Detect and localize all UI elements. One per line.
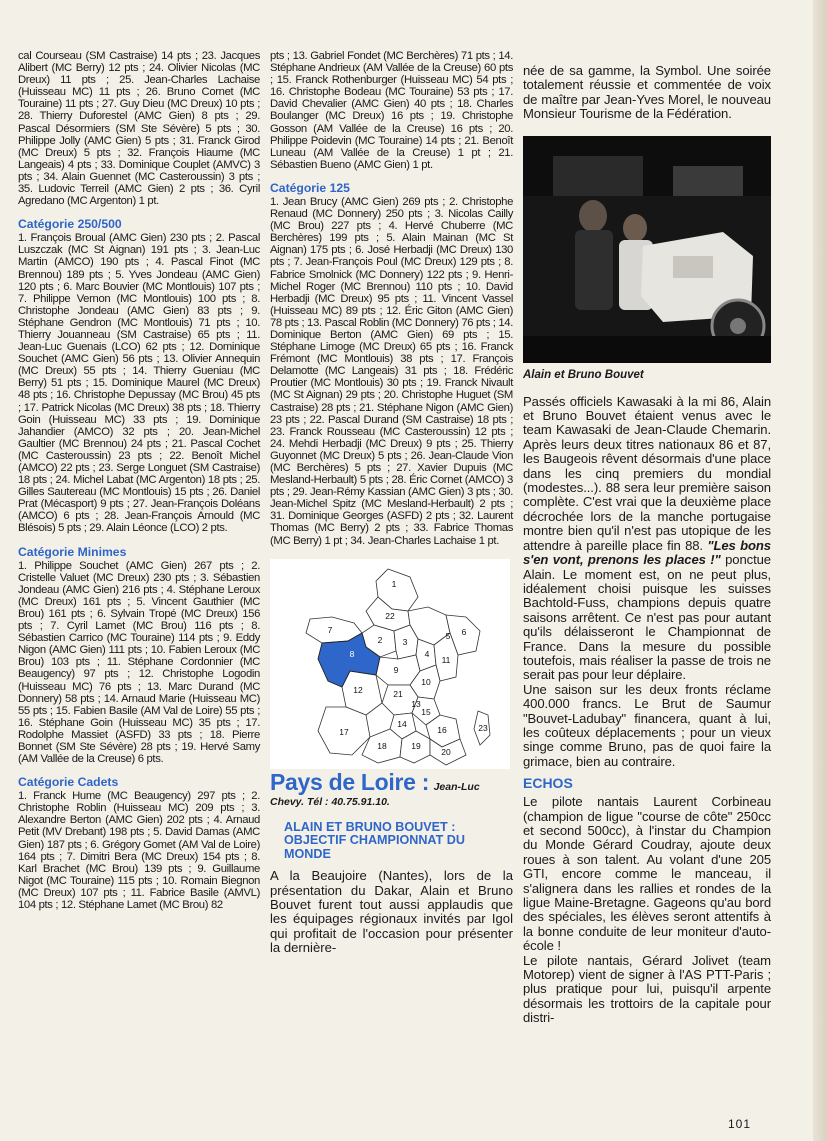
article-body-intro: A la Beaujoire (Nantes), lors de la présentation du Dakar, Alain et Bruno Bouvet furent tout aussi applaudis que les équipages régionaux invités par Igol qui profitait de l'occasion pour présenter la dernière- <box>270 868 513 955</box>
map-label: 20 <box>441 746 451 757</box>
map-label: 14 <box>397 718 407 729</box>
map-label: 1 <box>391 578 397 589</box>
photo-caption: Alain et Bruno Bouvet <box>523 368 644 381</box>
page-number: 101 <box>727 1117 751 1131</box>
article-paragraph-2: Une saison sur les deux fronts réclame 400.000 francs. Le Brut de Saumur "Bouvet-Ladubay" financera, quant à lui, les coûteux déplacements ; pour un vieux singe comme Bruno, pas de quoi faire la grimace, bien au contraire. <box>523 681 771 769</box>
region-heading <box>270 768 513 809</box>
column-3 <box>523 64 771 1026</box>
column-2 <box>270 50 513 955</box>
map-label: 4 <box>424 648 430 659</box>
region-contact: Jean-Luc Chevy. Tél : 40.75.91.10. <box>270 780 480 808</box>
map-label: 13 <box>411 698 421 709</box>
map-label: 16 <box>437 724 447 735</box>
section-title-250-500: Catégorie 250/500 <box>18 217 122 232</box>
results-continued-col2: pts ; 13. Gabriel Fondet (MC Berchères) 71 pts ; 14. Stéphane Andrieux (AM Vallée de la Creuse) 60 pts ; 15. Franck Rothenburger (Huisseau MC) 54 pts ; 16. Christophe Bodeau (MC Touraine) 53 pts ; 17. David Chevalier (AMC Gien) 40 pts ; 18. Charles Boulanger (MC Dreux) 16 pts ; 19. Christophe Gosson (AM Vallée de la Creuse) 16 pts ; 20. Philippe Poidevin (MC Touraine) 14 pts ; 21. Benoît Luneau (AM Vallée de la Creuse) 1 pt ; 21. Sébastien Bueno (AMC Gien) 1 pt. <box>270 50 513 171</box>
results-minimes: 1. Philippe Souchet (AMC Gien) 267 pts ; 2. Cristelle Valuet (MC Dreux) 230 pts ; 3. Sébastien Jondeau (AMC Gien) 216 pts ; 4. Stéphane Leroux (MC Dreux) 161 pts ; 5. Vincent Gauthier (MC Brou) 161 pts ; 6. Sylvain Tropé (MC Dreux) 156 pts ; 7. Cyril Lamet (MC Brou) 116 pts ; 8. Sébastien Carrico (MC Touraine) 114 pts ; 9. Eddy Nigon (AMC Gien) 111 pts ; 10. Fabien Leroux (MC Brou) 103 pts ; 11. Stéphane Cordonnier (MC Beaugency) 97 pts ; 12. Christophe Logodin (Huisseau MC) 76 pts ; 13. Marc Durand (MC Donnery) 58 pts ; 14. Arnaud Marie (Huisseau MC) 55 pts ; 15. Fabien Basile (AM Val de Loire) 55 pts ; 16. Stéphane Goin (Huisseau MC) 35 pts ; 17. Rodolphe Massiet (ASFD) 33 pts ; 18. Pierre Bonnet (SM Ste Sévère) 28 pts ; 19. Hervé Samy (AM Vallée de la Creuse) 6 pts. <box>18 559 260 766</box>
results-125: 1. Jean Brucy (AMC Gien) 269 pts ; 2. Christophe Renaud (MC Donnery) 250 pts ; 3. Nicolas Cailly (MC Brou) 227 pts ; 4. Hervé Chuberre (MC Berchères) 199 pts ; 5. Alain Mainan (MC St Aignan) 175 pts ; 6. José Herbadji (MC Dreux) 130 pts ; 7. Jean-François Poul (MC Dreux) 129 pts ; 8. Fabrice Smolnick (MC Donnery) 122 pts ; 9. Henri-Michel Roger (MC Brennou) 110 pts ; 10. David Herbadji (MC Dreux) 95 pts ; 11. Vincent Vassel (Huisseau MC) 89 pts ; 12. Éric Giton (AMC Gien) 78 pts ; 13. Pascal Roblin (MC Donnery) 76 pts ; 14. Dominique Berton (AMC Gien) 69 pts ; 15. Stéphane Limoge (MC Dreux) 65 pts ; 16. Franck Frémont (MC Montlouis) 38 pts ; 17. François Delamotte (MC Langeais) 31 pts ; 18. Frédéric Proutier (MC Montlouis) 30 pts ; 19. Franck Nivault (MC St Aignan) 29 pts ; 20. Christophe Huguet (SM Castraise) 28 pts ; 21. Stéphane Nigon (AMC Gien) 23 pts ; 22. Pascal Durand (SM Castraise) 18 pts ; 23. Franck Rousseau (MC Casteroussin) 12 pts ; 24. Mehdi Herbadji (MC Dreux) 9 pts ; 25. Thierry Guyonnet (MC Dreux) 5 pts ; 26. Jean-Claude Vion (MC Berchères) 5 pts ; 27. Xavier Dupuis (MC Mesland-Herbault) 5 pts ; 28. Éric Cornet (AMCO) 3 pts ; 29. Jean-Rémy Kassian (AMC Gien) 3 pts ; 30. Jean-Michel Spitz (MC Mesland-Herbault) 2 pts ; 31. Dominique Georges (ASFD) 2 pts ; 32. Laurent Thomas (MC Berry) 2 pts ; 33. Fabrice Thomas (MC Berry) 1 pt ; 34. Jean-Charles Lachaise 1 pt. <box>270 195 514 547</box>
map-label: 15 <box>421 706 431 717</box>
quote: "Les bons s'en vont, prenons les places !" <box>523 537 771 568</box>
results-continued: cal Courseau (SM Castraise) 14 pts ; 23. Jacques Alibert (MC Berry) 12 pts ; 24. Olivier Nicolas (MC Dreux) 11 pts ; 25. Jean-Charles Lachaise (Huisseau MC) 11 pts ; 26. Bruno Cornet (MC Touraine) 11 pts ; 27. Guy Dieu (MC Dreux) 10 pts ; 28. Thierry Duforestel (AMC Gien) 8 pts ; 29. Pascal Désormiers (SM Ste Sévère) 5 pts ; 30. Philippe Jolly (AMC Gien) 5 pts ; 31. Franck Girod (MC Dreux) 5 pts ; 32. François Hiaume (MC Langeais) 4 pts ; 33. Dominique Couplet (AMVC) 3 pts ; 34. Alain Guennet (MC Casteroussin) 3 pts ; 35. Ludovic Terreil (AMC Gien) 2 pts ; 36. Cyril Agredano (MC Argenton) 1 pt. <box>18 50 260 208</box>
section-title-minimes: Catégorie Minimes <box>18 544 127 559</box>
map-label: 3 <box>402 636 408 647</box>
map-label: 23 <box>478 722 488 733</box>
echos-title: ECHOS <box>523 775 573 792</box>
page-edge <box>813 0 827 1141</box>
region-title: Pays de Loire : <box>270 768 430 795</box>
map-label: 18 <box>377 740 387 751</box>
map-label: 2 <box>377 634 383 645</box>
map-label: 6 <box>461 626 467 637</box>
article-continued: née de sa gamme, la Symbol. Une soirée totalement réussie et commentée de voix de maître par Jean-Yves Morel, le nouveau Monsieur Tourisme de la Fédération. <box>523 63 771 122</box>
section-title-125: Catégorie 125 <box>270 180 350 195</box>
map-label: 19 <box>411 740 421 751</box>
map-label: 21 <box>393 688 403 699</box>
map-label: 22 <box>385 610 395 621</box>
map-label: 11 <box>441 654 451 665</box>
sidecar-photo-illustration <box>523 136 771 363</box>
france-leagues-map <box>270 559 510 769</box>
map-label: 10 <box>421 676 431 687</box>
map-label: 9 <box>393 664 399 675</box>
map-label: 12 <box>353 684 363 695</box>
results-250-500: 1. François Broual (AMC Gien) 230 pts ; 2. Pascal Luszczak (MC St Aignan) 191 pts ; 3. Jean-Luc Martin (AMCO) 190 pts ; 4. Pascal Finot (MC Brennou) 189 pts ; 5. Yves Jondeau (AMC Gien) 120 pts ; 6. Marc Bouvier (MC Montlouis) 107 pts ; 7. Philippe Vernon (MC Montlouis) 100 pts ; 8. Christophe Jondeau (AMC Gien) 83 pts ; 9. Stéphane Gendron (MC Montlouis) 71 pts ; 10. Thierry Jouanneau (SM Castraise) 65 pts ; 11. Jean-Luc Guenais (LCO) 62 pts ; 12. Dominique Souchet (AMC Gien) 56 pts ; 13. Olivier Annequin (MC Dreux) 55 pts ; 14. Thierry Gueniau (MC Berry) 51 pts ; 15. Dominique Maurel (MC Dreux) 48 pts ; 16. Christophe Depussay (MC Brou) 45 pts ; 17. Patrick Nicolas (MC Dreux) 38 pts ; 18. Thierry Goin (Huisseau MC) 33 pts ; 19. Dominique Jahandier (AMCO) 32 pts ; 20. Jean-Michel Gaultier (MC Brennou) 24 pts ; 21. Pascal Cochet (MC Casteroussin) 23 pts ; 22. Benoît Michel (AMCO) 22 pts ; 23. Serge Longuet (SM Castraise) 18 pts ; 24. Michel Labat (MC Argenton) 18 pts ; 25. Gilles Sautereau (MC Montlouis) 15 pts ; 26. Daniel Prat (Mécasport) 9 pts ; 27. Jean-François Doléans (AMCO) 6 pts ; 28. Jean-François Arnould (MC Blésois) 5 pts ; 29. Alain Léonce (LCO) 2 pts. <box>18 232 260 535</box>
region-map <box>270 559 510 769</box>
photo-alain-bruno-bouvet <box>523 136 771 363</box>
article-title: ALAIN ET BRUNO BOUVET : OBJECTIF CHAMPIONNAT DU MONDE <box>284 819 465 861</box>
section-title-cadets: Catégorie Cadets <box>18 775 119 790</box>
map-label: 7 <box>327 624 333 635</box>
map-label: 8 <box>349 648 355 659</box>
map-label: 17 <box>339 726 349 737</box>
results-cadets: 1. Franck Hume (MC Beaugency) 297 pts ; 2. Christophe Roblin (Huisseau MC) 209 pts ; 3. Alexandre Berton (AMC Gien) 202 pts ; 4. Arnaud Petit (MV Drebant) 198 pts ; 5. David Damas (AMC Gien) 187 pts ; 6. Grégory Gomet (AM Val de Loire) 164 pts ; 7. Dimitri Bera (MC Dreux) 154 pts ; 8. Karl Brachet (MC Brou) 139 pts ; 9. Guillaume Nigot (MC Touraine) 115 pts ; 10. Romain Biegnon (MC Dreux) 107 pts ; 11. Fabrice Basile (AMVL) 104 pts ; 12. Stéphane Lamet (MC Brou) 82 <box>18 790 260 911</box>
echos-paragraph-2: Le pilote nantais, Gérard Jolivet (team Motorep) vient de signer à l'AS PTT-Paris ; plus pratique pour lui, puisqu'il arpente désormais les trottoirs de la capitale pour distri- <box>523 952 771 1026</box>
article-paragraph-1: Passés officiels Kawasaki à la mi 86, Alain et Bruno Bouvet étaient venus avec le team Kawasaki de Jean-Claude Chemarin. Après leurs deux titres nationaux 86 et 87, les Baugeois rêvent désormais d'une place dans les cinq premiers du mondial (modestes...). 88 sera leur première saison complète. C'est vrai que la deuxième place décrochée lors de la manche portugaise montre bien qu'il n'est pas utopique de les attendre à pareille place fin 88. "Les bons s'en vont, prenons les places !" ponctue Alain. Le moment est, on ne peut plus, idéalement choisi puisque les suisses Bachtold-Fuss, champions depuis quatre saisons arrêtent. Ce n'est pas pour autant qu'ils délaisseront le Championnat de France. Dans la mesure du possible toutefois, mais réaliser la passe de trois ne serait pas pour leur déplaire. <box>523 393 771 683</box>
column-1 <box>18 50 260 911</box>
map-label: 5 <box>445 630 451 641</box>
echos-paragraph-1: Le pilote nantais Laurent Corbineau (champion de ligue "course de côte" 250cc et second 500cc), à l'instar du Champion du Monde Gérard Coudray, ajoute deux roues à son talent. Au volant d'une 205 GTI, encore comme le manceau, il s'alignera dans les rallies et rondes de la ligue Maine-Bretagne. Gageons qu'au bord des spéciales, les élèves seront attentifs à la bonne conduite de leur moniteur d'auto-école ! <box>523 794 771 954</box>
